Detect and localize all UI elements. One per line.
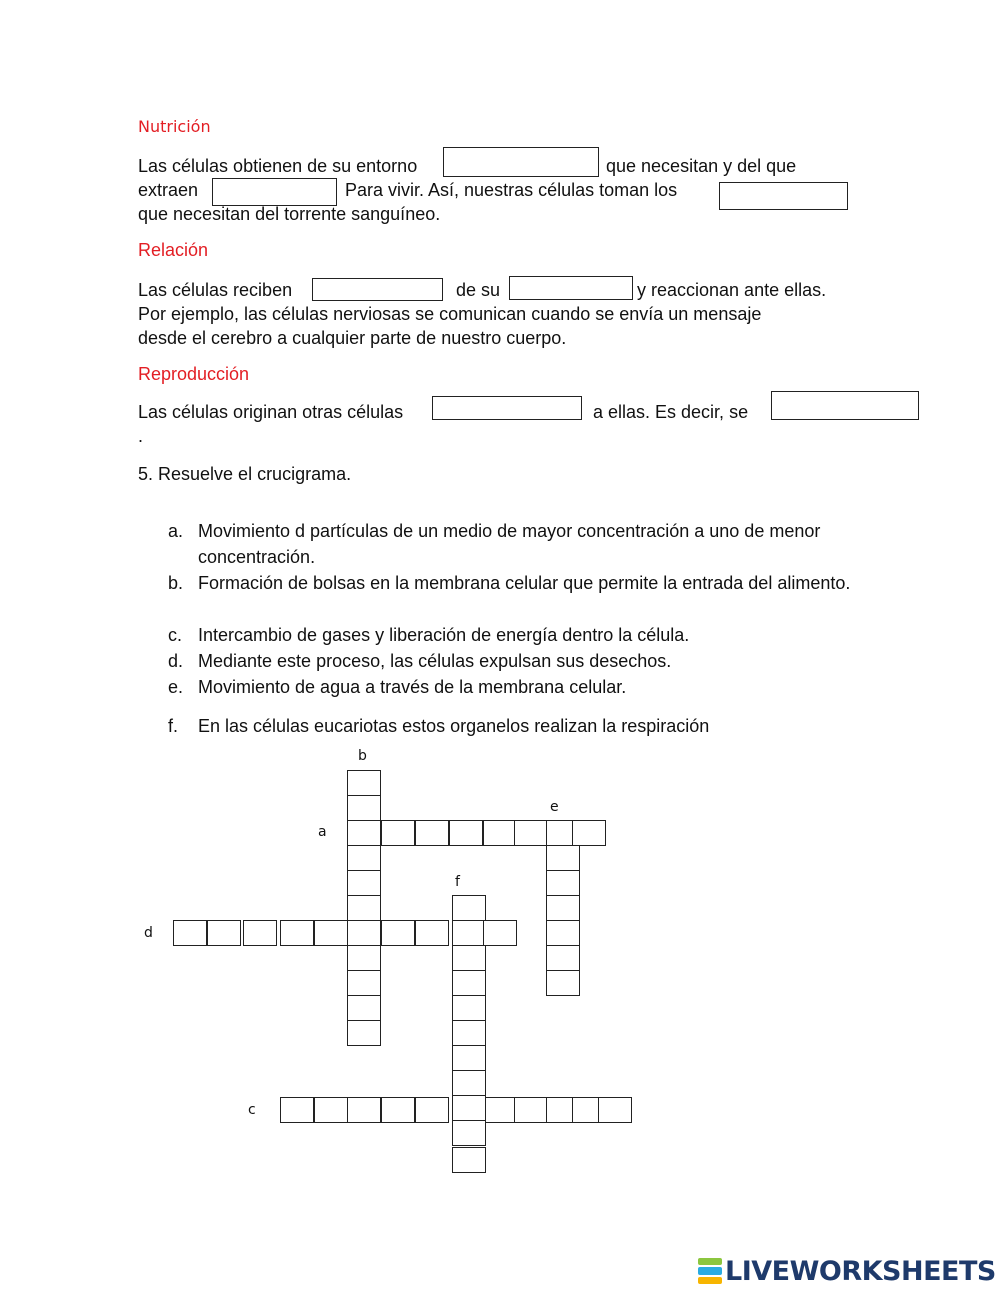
reproduccion-line2: . bbox=[138, 426, 144, 446]
nutricion-blank-1[interactable] bbox=[443, 147, 599, 177]
clue-item-e bbox=[168, 674, 858, 700]
crossword-cell-e-4[interactable] bbox=[546, 895, 580, 921]
crossword-label-a: a bbox=[318, 824, 327, 840]
liveworksheets-icon bbox=[698, 1258, 722, 1284]
crossword-cell-b-9[interactable] bbox=[347, 970, 381, 996]
crossword-cell-f-7[interactable] bbox=[452, 1045, 486, 1071]
crossword-cell-f-1[interactable] bbox=[452, 895, 486, 921]
relacion-blank-2[interactable] bbox=[509, 276, 633, 300]
nutricion-blank-3[interactable] bbox=[719, 182, 848, 210]
clue-text: Movimiento de agua a través de la membrana celular. bbox=[198, 677, 627, 697]
crossword-label-f: f bbox=[455, 874, 460, 890]
crossword-cell-d-7[interactable] bbox=[381, 920, 415, 946]
nutricion-line1-end: que necesitan y del que bbox=[606, 156, 797, 176]
relacion-line1-start: Las células reciben bbox=[138, 280, 293, 300]
relacion-heading: Relación bbox=[138, 240, 209, 260]
relacion-line2: Por ejemplo, las células nerviosas se comunican cuando se envía un mensaje bbox=[138, 304, 762, 324]
clue-text: Formación de bolsas en la membrana celular que permite la entrada del alimento. bbox=[198, 573, 851, 593]
crossword-cell-d-3[interactable] bbox=[243, 920, 277, 946]
crossword-cell-a-2[interactable] bbox=[381, 820, 415, 846]
clue-letter: a. bbox=[168, 521, 184, 541]
crossword-cell-d-4[interactable] bbox=[280, 920, 314, 946]
crossword-cell-b-2[interactable] bbox=[347, 795, 381, 821]
clue-text: En las células eucariotas estos organelos realizan la respiración bbox=[198, 716, 710, 736]
nutricion-line3: que necesitan del torrente sanguíneo. bbox=[138, 204, 441, 224]
crossword-label-e: e bbox=[550, 799, 559, 815]
crossword-label-b: b bbox=[358, 748, 367, 764]
crossword-cell-f-4[interactable] bbox=[452, 970, 486, 996]
crossword-cell-b-10[interactable] bbox=[347, 995, 381, 1021]
crossword-cell-c-1[interactable] bbox=[280, 1097, 314, 1123]
clue-item-a bbox=[168, 518, 858, 570]
crossword-cell-b-7[interactable] bbox=[347, 920, 381, 946]
clue-item-c bbox=[168, 622, 858, 648]
crossword-cell-d-10[interactable] bbox=[483, 920, 517, 946]
clue-text: Intercambio de gases y liberación de energía dentro la célula. bbox=[198, 625, 690, 645]
crossword-cell-c-2[interactable] bbox=[314, 1097, 348, 1123]
crossword-cell-a-3[interactable] bbox=[415, 820, 449, 846]
crossword-cell-e-3[interactable] bbox=[546, 870, 580, 896]
clue-text: Mediante este proceso, las células expulsan sus desechos. bbox=[198, 651, 672, 671]
crossword-cell-d-1[interactable] bbox=[173, 920, 207, 946]
reproduccion-line1-start: Las células originan otras células bbox=[138, 402, 404, 422]
clue-item-f bbox=[168, 713, 858, 739]
crossword-cell-b-6[interactable] bbox=[347, 895, 381, 921]
nutricion-line2-start: extraen bbox=[138, 180, 199, 200]
crossword-label-d: d bbox=[144, 925, 153, 941]
liveworksheets-logo bbox=[698, 1256, 996, 1286]
relacion-line3: desde el cerebro a cualquier parte de nuestro cuerpo. bbox=[138, 328, 567, 348]
relacion-blank-1[interactable] bbox=[312, 278, 443, 301]
crossword-cell-e-6[interactable] bbox=[546, 945, 580, 971]
crossword-cell-e-7[interactable] bbox=[546, 970, 580, 996]
reproduccion-blank-1[interactable] bbox=[432, 396, 582, 420]
crossword-cell-c-11[interactable] bbox=[598, 1097, 632, 1123]
crossword-cell-b-5[interactable] bbox=[347, 870, 381, 896]
clue-item-b bbox=[168, 570, 858, 596]
crossword-cell-f-9[interactable] bbox=[452, 1095, 486, 1121]
clue-letter: b. bbox=[168, 573, 184, 593]
crossword-label-c: c bbox=[248, 1102, 256, 1118]
exercise-title: 5. Resuelve el crucigrama. bbox=[138, 464, 352, 484]
crossword-cell-c-3[interactable] bbox=[347, 1097, 381, 1123]
reproduccion-blank-2[interactable] bbox=[771, 391, 919, 420]
crossword-cell-f-11[interactable] bbox=[452, 1147, 486, 1173]
clue-letter: d. bbox=[168, 651, 184, 671]
crossword-cell-f-10[interactable] bbox=[452, 1120, 486, 1146]
crossword-cell-d-5[interactable] bbox=[314, 920, 348, 946]
crossword-cell-a-8[interactable] bbox=[572, 820, 606, 846]
nutricion-line2-end: Para vivir. Así, nuestras células toman los bbox=[345, 180, 678, 200]
crossword-cell-c-7[interactable] bbox=[483, 1097, 517, 1123]
clue-letter: c. bbox=[168, 625, 183, 645]
crossword-cell-d-2[interactable] bbox=[207, 920, 241, 946]
reproduccion-heading: Reproducción bbox=[138, 364, 250, 384]
clue-letter: f. bbox=[168, 716, 179, 736]
crossword-cell-c-8[interactable] bbox=[514, 1097, 548, 1123]
crossword-cell-a-5[interactable] bbox=[483, 820, 517, 846]
crossword-cell-f-8[interactable] bbox=[452, 1070, 486, 1096]
crossword-cell-e-2[interactable] bbox=[546, 845, 580, 871]
clue-letter: e. bbox=[168, 677, 184, 697]
reproduccion-line1-end: a ellas. Es decir, se bbox=[593, 402, 749, 422]
crossword-cell-d-9[interactable] bbox=[452, 920, 486, 946]
nutricion-line1-start: Las células obtienen de su entorno bbox=[138, 156, 418, 176]
crossword-cell-c-5[interactable] bbox=[415, 1097, 449, 1123]
crossword-cell-b-1[interactable] bbox=[347, 770, 381, 796]
relacion-line1-end: y reaccionan ante ellas. bbox=[637, 280, 827, 300]
crossword-cell-b-4[interactable] bbox=[347, 845, 381, 871]
nutricion-heading: Nutrición bbox=[138, 117, 211, 136]
crossword-cell-e-5[interactable] bbox=[546, 920, 580, 946]
crossword-cell-a-1[interactable] bbox=[347, 820, 381, 846]
crossword-cell-a-6[interactable] bbox=[514, 820, 548, 846]
crossword-cell-f-6[interactable] bbox=[452, 1020, 486, 1046]
crossword-cell-c-4[interactable] bbox=[381, 1097, 415, 1123]
crossword-cell-a-4[interactable] bbox=[449, 820, 483, 846]
crossword-cell-b-8[interactable] bbox=[347, 945, 381, 971]
crossword-cell-b-11[interactable] bbox=[347, 1020, 381, 1046]
clue-item-d bbox=[168, 648, 858, 674]
relacion-line1-mid: de su bbox=[456, 280, 501, 300]
crossword-cell-f-3[interactable] bbox=[452, 945, 486, 971]
logo-text: LIVEWORKSHEETS bbox=[725, 1255, 996, 1287]
clue-text: Movimiento d partículas de un medio de mayor concentración a uno de menor concentración. bbox=[198, 521, 821, 567]
crossword-cell-f-5[interactable] bbox=[452, 995, 486, 1021]
crossword-cell-d-8[interactable] bbox=[415, 920, 449, 946]
